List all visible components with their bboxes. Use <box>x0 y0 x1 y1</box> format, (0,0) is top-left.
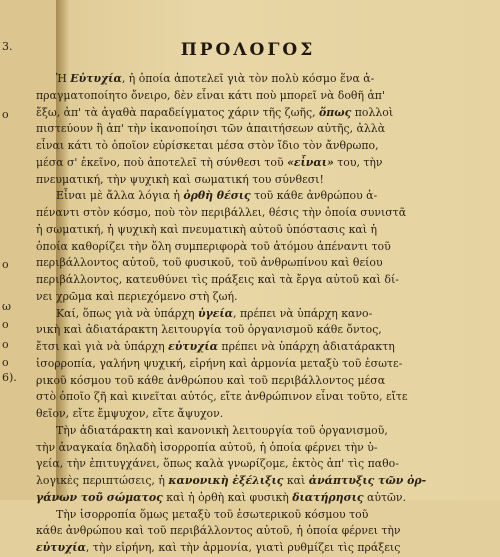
text-segment: Καί, ὅπως γιὰ νὰ ὑπάρχη <box>56 306 198 320</box>
text-line <box>36 71 426 88</box>
text-segment: ἔτσι καὶ γιὰ νὰ ὑπάρχη <box>36 340 169 353</box>
text-line <box>36 507 426 524</box>
text-segment: , πρέπει νὰ ὑπάρχη κανο- <box>233 306 373 320</box>
text-segment: Ἡ <box>56 72 71 85</box>
text-segment: καὶ <box>283 474 309 487</box>
text-segment: νει χρῶμα καὶ περιεχόμενο στὴ ζωή. <box>36 289 238 303</box>
text-segment: ἰσορροπία, γαλήνη ψυχική, εἰρήνη καὶ ἁρμονία μεταξὺ τοῦ ἐσωτε- <box>36 356 403 370</box>
text-line <box>36 272 426 289</box>
text-line <box>36 406 426 423</box>
text-segment: καὶ ἡ ὀρθὴ καὶ φυσικὴ <box>162 490 293 504</box>
text-segment: ὁποία καθορίζει τὴν ὅλη συμπεριφορὰ τοῦ ἀτόμου ἀπέναντι τοῦ <box>36 239 391 253</box>
text-line <box>36 138 426 155</box>
text-segment: , τὴν εἰρήνη, καὶ τὴν ἁρμονία, γιατὶ ρυθμίζει τὶς πράξεις <box>85 541 401 554</box>
text-segment: πιστεύουν ἢ ἀπ' τὴν ἱκανοποίησι τῶν ἀπαιτήσεων αὐτῆς, ἀλλὰ <box>36 122 386 136</box>
text-line <box>36 473 426 490</box>
text-segment: στὸ ὁποῖο ζῆ καὶ κινεῖται αὐτός, εἴτε ἀνθρώπινον εἶναι τοῦτο, εἴτε <box>36 390 408 404</box>
text-segment: Τὴν ἰσορροπία ὅμως μεταξὺ τοῦ ἐσωτερικοῦ κόσμου τοῦ <box>56 507 369 521</box>
margin-fragment: ο <box>2 338 9 351</box>
margin-fragment: ο <box>2 356 9 369</box>
text-line <box>36 523 426 540</box>
emphasized-text: ἀνάπτυξις τῶν ὀρ- <box>308 474 426 487</box>
text-segment: Τὴν ἀδιατάρακτη καὶ κανονικὴ λειτουργία τοῦ ὀργανισμοῦ, <box>56 423 388 437</box>
margin-fragment: 6). <box>2 371 17 384</box>
margin-fragment: ο <box>2 108 9 121</box>
text-line <box>36 188 426 205</box>
text-line <box>36 440 426 457</box>
text-line <box>36 456 426 473</box>
text-line <box>36 121 426 138</box>
text-segment: εἶναι κάτι τὸ ὁποῖον εὑρίσκεται μέσα στὸν ἴδιο τὸν ἄνθρωπο, <box>36 139 379 152</box>
text-segment: τὴν ἀναγκαία δηλαδὴ ἰσορροπία αὐτοῦ, ἡ ὁποία φέρνει τὴν ὑ- <box>36 440 378 454</box>
text-segment: ἡ σωματική, ἡ ψυχικὴ καὶ πνευματικὴ αὐτοῦ ὑπόστασις καὶ ἡ <box>36 222 378 236</box>
emphasized-text: ὀρθὴ θέσις <box>183 189 251 203</box>
emphasized-text: κανονικὴ ἐξέλιξις <box>168 474 284 487</box>
text-line <box>36 222 426 239</box>
page-title: ΠΡΟΛΟΓΟΣ <box>180 40 316 60</box>
text-segment: του, τὴν <box>333 155 383 169</box>
emphasized-text: γάνων τοῦ σώματος <box>36 490 163 504</box>
text-segment: αὐτῶν. <box>363 490 406 504</box>
emphasized-text: εὐτυχία <box>36 541 86 554</box>
text-line <box>36 172 426 189</box>
text-segment: ἔξω, ἀπ' τὰ ἀγαθὰ παραδείγματος χάριν τῆς ζωῆς, <box>36 105 320 119</box>
text-line <box>36 389 426 406</box>
text-segment: , ἡ ὁποία ἀποτελεῖ γιὰ τὸν πολὺ κόσμο ἕνα ἀ- <box>121 72 375 85</box>
text-segment: περιβάλλοντος, κατευθύνει τὶς πράξεις καὶ τὰ ἔργα αὐτοῦ καὶ δί- <box>36 273 399 286</box>
text-line <box>36 423 426 440</box>
emphasized-text: «εἶναι» <box>287 155 334 169</box>
text-segment: πνευματική, τὴν ψυχικὴ καὶ σωματική του σύνθεσι! <box>36 172 324 186</box>
margin-fragment: 3. <box>2 40 13 53</box>
text-segment: μέσα σ' ἐκεῖνο, ποὺ ἀποτελεῖ τὴ σύνθεσι τοῦ <box>36 155 288 169</box>
text-line <box>36 306 426 323</box>
text-line <box>36 105 426 122</box>
text-line <box>36 239 426 256</box>
text-line <box>36 373 426 390</box>
text-line <box>36 205 426 222</box>
text-segment: πρέπει νὰ ὑπάρχη ἀδιατάρακτη <box>217 340 395 353</box>
text-line <box>36 356 426 373</box>
text-line <box>36 540 426 557</box>
margin-fragment: ω <box>2 300 11 313</box>
text-segment: Εἶναι μὲ ἄλλα λόγια ἡ <box>56 189 184 203</box>
body-text <box>36 71 426 557</box>
text-segment: κάθε ἀνθρώπου καὶ τοῦ περιβάλλοντος αὐτοῦ, ἡ ὁποία φέρνει τὴν <box>36 524 401 538</box>
emphasized-text: διατήρησις <box>292 490 364 504</box>
text-segment: ρικοῦ κόσμου τοῦ κάθε ἀνθρώπου καὶ τοῦ περιβάλλοντος μέσα <box>36 373 386 387</box>
text-line <box>36 289 426 306</box>
emphasized-text: Εὐτυχία <box>70 72 122 85</box>
emphasized-text: εὐτυχία <box>168 340 218 353</box>
text-segment: θεῖον, εἴτε ἔμψυχον, εἴτε ἄψυχον. <box>36 407 224 420</box>
margin-fragment: ο <box>2 258 9 271</box>
text-segment: περιβάλλοντος αὐτοῦ, τοῦ φυσικοῦ, τοῦ ἀνθρωπίνου καὶ θείου <box>36 256 383 270</box>
text-line <box>36 155 426 172</box>
text-segment: τοῦ κάθε ἀνθρώπου ἀ- <box>250 189 378 203</box>
text-segment: λογικὲς περιπτώσεις, ἡ <box>36 474 169 487</box>
text-line <box>36 322 426 339</box>
text-segment: νικὴ καὶ ἀδιατάρακτη λειτουργία τοῦ ὀργανισμοῦ κάθε ὄντος, <box>36 323 382 337</box>
text-line <box>36 490 426 507</box>
text-segment: πολλοὶ <box>351 105 394 119</box>
margin-fragment: ο <box>2 318 9 331</box>
text-segment: γεία, τὴν ἐπιτυγχάνει, ὅπως καλὰ γνωρίζομε, ἐκτὸς ἀπ' τὶς παθο- <box>36 457 399 471</box>
text-line <box>36 88 426 105</box>
emphasized-text: ὑγεία <box>198 306 234 320</box>
text-segment: πραγματοποίητο ὄνειρο, δὲν εἶναι κάτι ποὺ μπορεῖ νὰ δοθῆ ἀπ' <box>36 88 385 102</box>
text-line <box>36 339 426 356</box>
emphasized-text: ὅπως <box>319 105 352 119</box>
text-segment: πέναντι στὸν κόσμο, ποὺ τὸν περιβάλλει, θέσις τὴν ὁποία συνιστᾶ <box>36 206 407 219</box>
text-line <box>36 255 426 272</box>
